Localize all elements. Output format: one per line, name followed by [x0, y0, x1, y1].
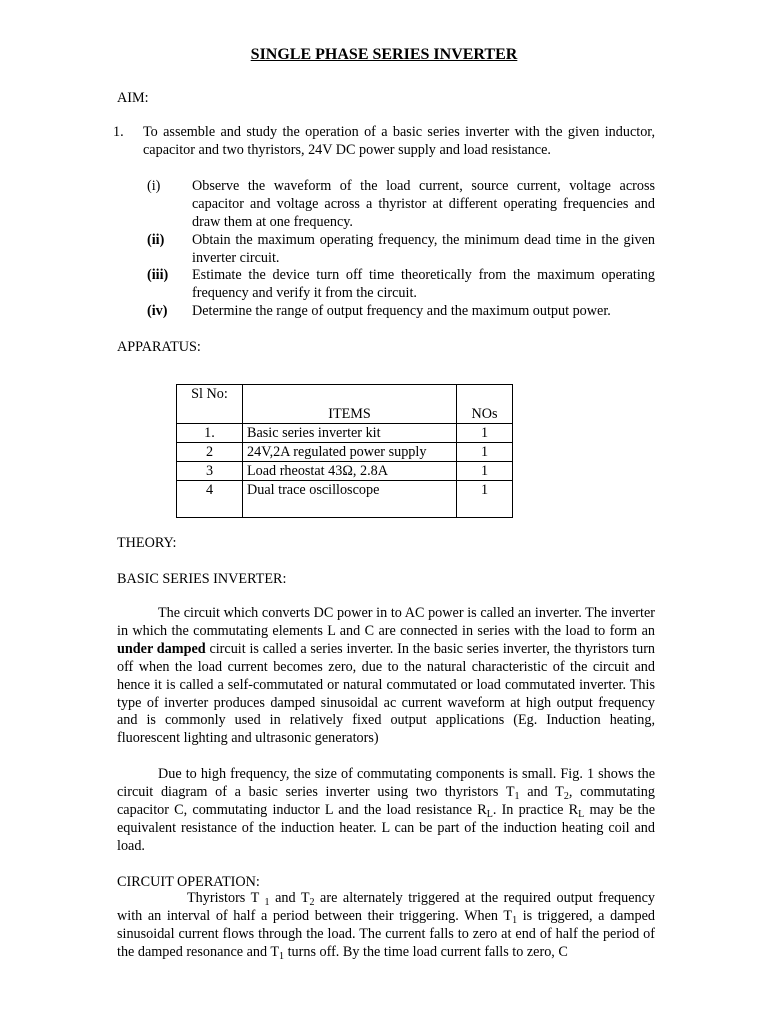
circuit-operation-paragraph: Thyristors T $_1$ and $T_2$ are alternately triggered at the required output frequency with an interval of half a period between their triggering. When $T_1$ is triggered, a damped sinusoidal current flows through the load. The current falls to zero at end of half the period of the damped resonance and $T_1$ turns off. By the time load current falls to zero, C: [117, 890, 655, 962]
table-header-row: [177, 385, 513, 424]
table-header-cell: Sl No:: [177, 385, 243, 424]
aim-item-number: 1.: [113, 124, 124, 140]
table-row: [177, 443, 513, 462]
theory-paragraph-2: Due to high frequency, the size of commutating components is small. Fig. 1 shows the circuit diagram of a basic series inverter using two thyristors $T_1$ and $T_2$, commutating capacitor C, commutating inductor L and the load resistance $R_L$. In practice $R_L$ may be the equivalent resistance of the induction heater. L can be part of the induction heating coil and load.: [117, 766, 656, 854]
table-row: [177, 481, 513, 518]
page-title: SINGLE PHASE SERIES INVERTER: [250, 46, 518, 63]
theory-paragraph-1: The circuit which converts DC power in to AC power is called an inverter. The inverter in which the commutating elements L and C are connected in series with the load to form an under damped circuit is called a series inverter. In the basic series inverter, the thyristors turn off when the load current becomes zero, due to the natural characteristic of the circuit and hence it is called a self-commutated or natural commutated or load commutated inverter. This type of inverter produces damped sinusoidal ac current waveform at high output frequency and is commonly used in relatively fixed output applications (Eg. Induction heating, fluorescent lighting and ultrasonic generators): [117, 605, 656, 747]
aim-heading: AIM:: [117, 90, 149, 106]
sub-item-text: Determine the range of output frequency and the maximum output power.: [192, 303, 611, 319]
table-cell: 1: [457, 462, 513, 481]
sub-item-label: (ii): [147, 232, 165, 248]
sub-item-text: Estimate the device turn off time theoretically from the maximum operating frequency and verify it from the circuit.: [192, 267, 655, 301]
table-cell: 1.: [177, 424, 243, 443]
table-header-cell: ITEMS: [243, 385, 457, 424]
table-cell: 1: [457, 424, 513, 443]
apparatus-table: [176, 384, 513, 518]
table-row: [177, 462, 513, 481]
table-row: [177, 424, 513, 443]
table-header-cell: NOs: [457, 385, 513, 424]
table-cell: 2: [177, 443, 243, 462]
table-cell: Dual trace oscilloscope: [243, 481, 457, 518]
theory-heading: THEORY:: [117, 535, 177, 551]
table-cell: 1: [457, 443, 513, 462]
table-cell: Basic series inverter kit: [243, 424, 457, 443]
circuit-operation-heading: CIRCUIT OPERATION:: [117, 874, 260, 890]
sub-item-label: (i): [147, 178, 161, 194]
sub-item-label: (iv): [147, 303, 168, 319]
sub-item-text: Obtain the maximum operating frequency, the minimum dead time in the given inverter circuit.: [192, 232, 655, 266]
table-cell: 24V,2A regulated power supply: [243, 443, 457, 462]
table-cell: Load rheostat 43Ω, 2.8A: [243, 462, 457, 481]
theory-subheading: BASIC SERIES INVERTER:: [117, 571, 287, 587]
sub-item-label: (iii): [147, 267, 169, 283]
aim-item-text: To assemble and study the operation of a basic series inverter with the given inductor, capacitor and two thyristors, 24V DC power supply and load resistance.: [143, 124, 655, 158]
table-cell: 4: [177, 481, 243, 518]
apparatus-heading: APPARATUS:: [117, 339, 201, 355]
table-cell: 1: [457, 481, 513, 518]
table-cell: 3: [177, 462, 243, 481]
sub-item-text: Observe the waveform of the load current, source current, voltage across capacitor and voltage across a thyristor at different operating frequencies and draw them at one frequency.: [192, 178, 655, 230]
